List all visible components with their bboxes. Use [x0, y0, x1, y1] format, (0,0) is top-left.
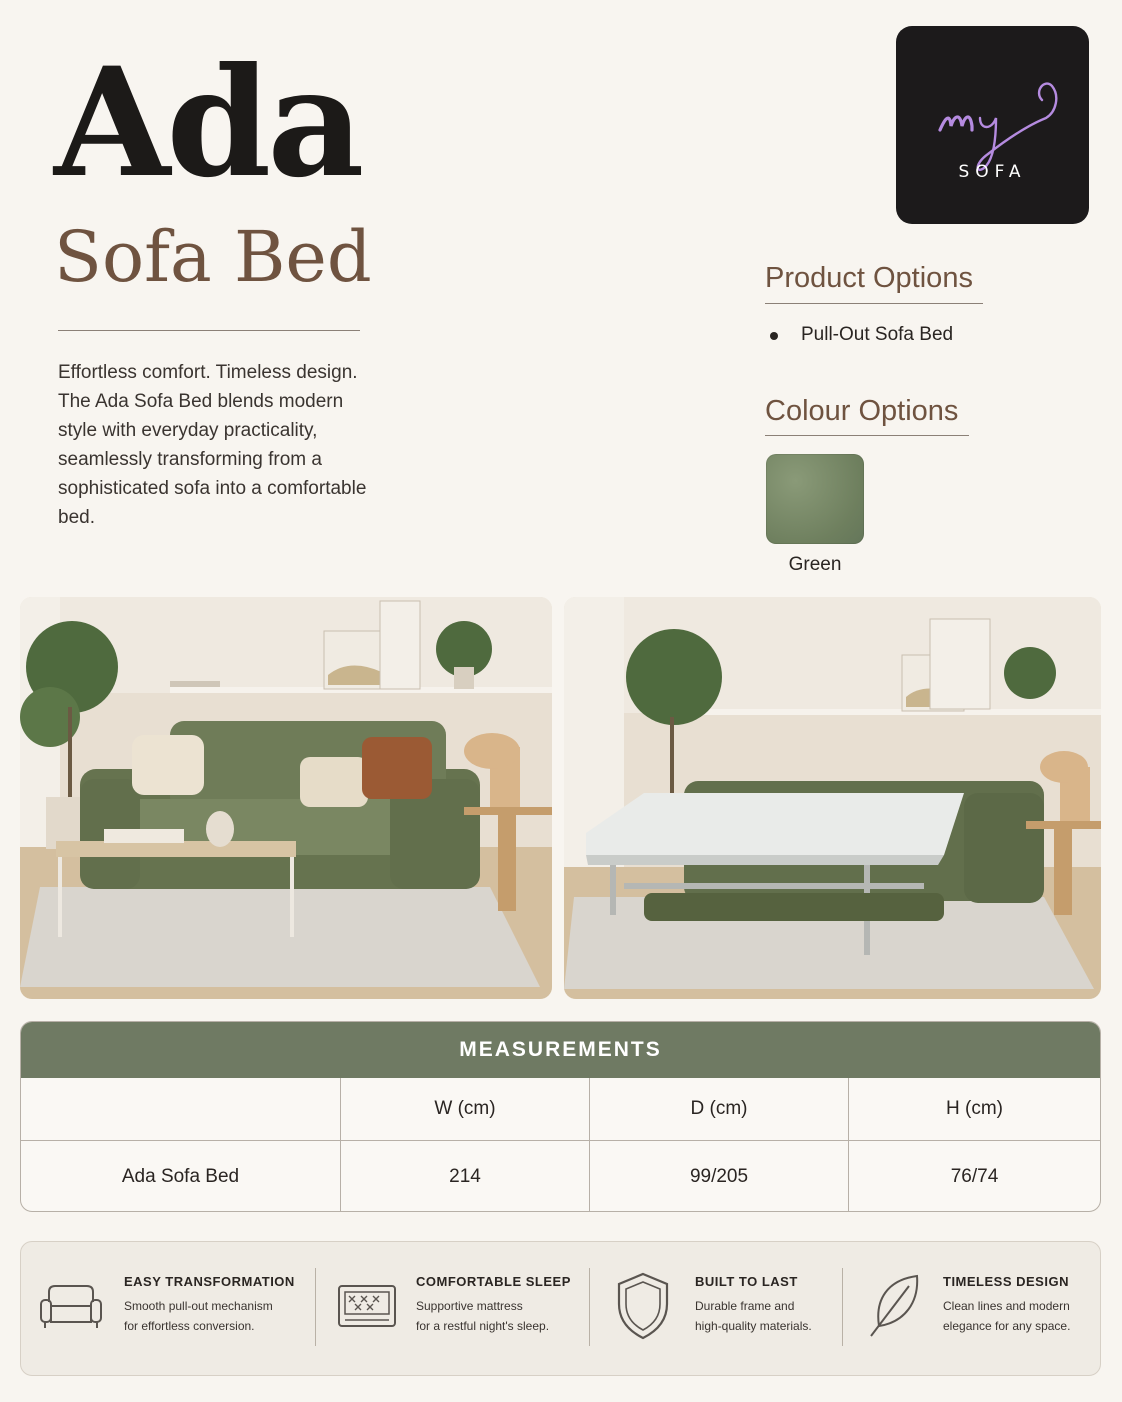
table-cell: 99/205 [589, 1141, 848, 1212]
product-subtitle: Sofa Bed [54, 216, 372, 298]
feature-divider [842, 1268, 843, 1346]
feature-desc-line: elegance for any space. [943, 1319, 1071, 1333]
colour-options-divider [765, 435, 969, 436]
feature-desc-line: Supportive mattress [416, 1299, 523, 1313]
table-header-cell [21, 1078, 340, 1140]
table-cell: 76/74 [848, 1141, 1100, 1212]
table-header-cell: D (cm) [589, 1078, 848, 1140]
product-option-item: Pull-Out Sofa Bed [801, 324, 954, 345]
table-header-row [21, 1078, 1100, 1140]
feature-title: COMFORTABLE SLEEP [416, 1274, 571, 1289]
feature-divider [589, 1268, 590, 1346]
colour-swatch-label: Green [788, 554, 842, 575]
feature-desc-line: Smooth pull-out mechanism [124, 1299, 273, 1313]
logo-script-mark [896, 26, 1089, 224]
measurements-heading: MEASUREMENTS [21, 1022, 1100, 1078]
table-header-cell: W (cm) [340, 1078, 589, 1140]
leaf-icon [867, 1272, 923, 1340]
logo-wordmark: SOFA [958, 162, 1027, 182]
feature-divider [315, 1268, 316, 1346]
bullet-icon [770, 332, 778, 340]
colour-options-heading: Colour Options [765, 395, 959, 427]
product-options-heading: Product Options [765, 262, 973, 294]
feature-title: TIMELESS DESIGN [943, 1274, 1069, 1289]
sofa-photo [20, 597, 552, 999]
table-row [21, 1140, 1100, 1212]
table-cell: 214 [340, 1141, 589, 1212]
intro-text: Effortless comfort. Timeless design. The Ada Sofa Bed blends modern style with everyday practicality, seamlessly transforming from a sophisticated sofa into a comfortable bed. [58, 362, 367, 528]
feature-desc-line: for effortless conversion. [124, 1319, 255, 1333]
product-title: Ada [54, 35, 361, 211]
table-header-cell: H (cm) [848, 1078, 1100, 1140]
feature-title: EASY TRANSFORMATION [124, 1274, 295, 1289]
feature-desc-line: Durable frame and [695, 1299, 795, 1313]
shield-icon [615, 1272, 671, 1340]
title-divider [58, 330, 360, 331]
features-bar [20, 1241, 1101, 1376]
sofa-bed-photo [564, 597, 1101, 999]
measurements-table [20, 1021, 1101, 1212]
feature-title: BUILT TO LAST [695, 1274, 798, 1289]
brand-logo [896, 26, 1089, 224]
feature-desc-line: high-quality materials. [695, 1319, 812, 1333]
product-options-divider [765, 303, 983, 304]
colour-swatch-green[interactable] [766, 454, 864, 544]
sofa-icon [39, 1282, 103, 1330]
table-cell: Ada Sofa Bed [121, 1165, 240, 1187]
feature-desc-line: Clean lines and modern [943, 1299, 1070, 1313]
mattress-icon [337, 1284, 397, 1328]
feature-desc-line: for a restful night's sleep. [416, 1319, 550, 1333]
